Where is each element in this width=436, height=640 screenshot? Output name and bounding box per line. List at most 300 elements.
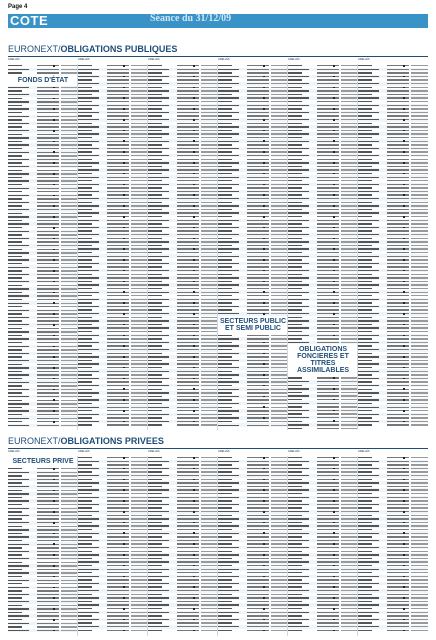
- row-value-mark: [411, 309, 428, 310]
- row-code-mark: [387, 497, 409, 498]
- row-code-mark: [37, 623, 59, 624]
- row-code-mark: [317, 101, 339, 102]
- row-code-mark: [107, 507, 129, 508]
- row-value-mark: [201, 367, 218, 368]
- row-label-mark: [78, 313, 99, 314]
- row-code-mark: [37, 626, 59, 627]
- row-label-mark: [78, 475, 99, 476]
- row-value-mark: [411, 141, 428, 142]
- row-code-mark: [387, 464, 409, 465]
- row-label-mark: [148, 137, 162, 138]
- row-code-mark: [37, 238, 59, 239]
- row-code-mark: [177, 137, 199, 138]
- row-marker: [263, 119, 265, 121]
- row-code-mark: [177, 464, 199, 465]
- row-value-mark: [271, 374, 288, 375]
- row-code-mark: [177, 471, 199, 472]
- row-code-mark: [107, 90, 129, 91]
- row-label-mark: [8, 209, 29, 210]
- row-value-mark: [411, 317, 428, 318]
- row-value-mark: [341, 457, 358, 458]
- row-label-mark: [78, 137, 92, 138]
- row-code-mark: [37, 518, 59, 519]
- row-code-mark: [107, 461, 129, 462]
- row-label-mark: [148, 500, 162, 501]
- row-value-mark: [411, 424, 428, 425]
- row-label-mark: [148, 511, 169, 512]
- row-value-mark: [131, 256, 148, 257]
- row-label-mark: [218, 223, 232, 224]
- row-label-mark: [288, 151, 302, 152]
- row-label-mark: [288, 579, 302, 580]
- row-label-mark: [78, 622, 92, 623]
- row-value-mark: [201, 471, 218, 472]
- row-value-mark: [61, 188, 78, 189]
- row-label-mark: [218, 356, 232, 357]
- row-code-mark: [107, 238, 129, 239]
- row-label-mark: [78, 112, 99, 113]
- row-code-mark: [107, 126, 129, 127]
- row-value-mark: [131, 500, 148, 501]
- row-value-mark: [201, 302, 218, 303]
- row-code-mark: [387, 270, 409, 271]
- row-value-mark: [131, 141, 148, 142]
- row-code-mark: [177, 79, 199, 80]
- row-marker: [403, 194, 405, 196]
- row-label-mark: [8, 134, 22, 135]
- row-label-mark: [358, 256, 379, 257]
- row-value-mark: [61, 299, 78, 300]
- row-label-mark: [78, 144, 92, 145]
- row-code-mark: [107, 547, 129, 548]
- row-label-mark: [288, 583, 309, 584]
- row-marker: [53, 587, 55, 589]
- row-value-mark: [61, 170, 78, 171]
- row-label-mark: [78, 630, 92, 631]
- row-label-mark: [288, 615, 302, 616]
- row-label-mark: [358, 151, 372, 152]
- row-label-mark: [218, 212, 239, 213]
- row-label-mark: [288, 395, 309, 396]
- row-value-mark: [201, 162, 218, 163]
- row-marker: [403, 87, 405, 89]
- row-code-mark: [107, 72, 129, 73]
- row-value-mark: [411, 295, 428, 296]
- row-code-mark: [107, 133, 129, 134]
- row-value-mark: [61, 101, 78, 102]
- row-value-mark: [341, 597, 358, 598]
- row-label-mark: [148, 144, 162, 145]
- row-value-mark: [61, 590, 78, 591]
- row-label-mark: [358, 223, 372, 224]
- row-label-mark: [218, 385, 232, 386]
- row-label-mark: [8, 184, 22, 185]
- row-label-mark: [148, 338, 162, 339]
- row-value-mark: [411, 486, 428, 487]
- row-code-mark: [177, 479, 199, 480]
- row-label-mark: [8, 90, 22, 91]
- row-value-mark: [411, 349, 428, 350]
- row-code-mark: [387, 626, 409, 627]
- row-value-mark: [201, 626, 218, 627]
- row-value-mark: [131, 608, 148, 609]
- row-value-mark: [61, 389, 78, 390]
- row-label-mark: [148, 468, 169, 469]
- row-code-mark: [387, 551, 409, 552]
- row-value-mark: [201, 536, 218, 537]
- row-code-mark: [317, 166, 339, 167]
- row-marker: [53, 302, 55, 304]
- row-label-mark: [288, 572, 302, 573]
- row-label-mark: [218, 371, 232, 372]
- row-code-mark: [387, 123, 409, 124]
- row-value-mark: [131, 184, 148, 185]
- row-value-mark: [61, 576, 78, 577]
- row-code-mark: [107, 511, 129, 512]
- row-code-mark: [37, 285, 59, 286]
- row-value-mark: [61, 177, 78, 178]
- row-marker: [193, 227, 195, 229]
- row-code-mark: [37, 515, 59, 516]
- row-label-mark: [358, 227, 379, 228]
- row-value-mark: [131, 284, 148, 285]
- row-label-mark: [148, 148, 169, 149]
- row-code-mark: [247, 223, 269, 224]
- row-label-mark: [288, 220, 309, 221]
- row-marker: [263, 65, 265, 67]
- row-value-mark: [271, 115, 288, 116]
- row-marker: [263, 151, 265, 153]
- row-value-mark: [271, 622, 288, 623]
- row-value-mark: [271, 270, 288, 271]
- row-label-mark: [218, 363, 232, 364]
- row-code-mark: [317, 187, 339, 188]
- row-label-mark: [78, 507, 92, 508]
- row-value-mark: [271, 399, 288, 400]
- row-code-mark: [317, 284, 339, 285]
- row-label-mark: [358, 392, 379, 393]
- row-code-mark: [247, 572, 269, 573]
- row-code-mark: [317, 500, 339, 501]
- row-value-mark: [61, 414, 78, 415]
- row-code-mark: [247, 198, 269, 199]
- row-value-mark: [61, 144, 78, 145]
- row-code-mark: [387, 407, 409, 408]
- row-value-mark: [271, 309, 288, 310]
- row-label-mark: [358, 381, 372, 382]
- row-label-mark: [358, 266, 372, 267]
- row-code-mark: [177, 97, 199, 98]
- row-code-mark: [107, 601, 129, 602]
- row-label-mark: [218, 529, 232, 530]
- row-code-mark: [247, 374, 269, 375]
- row-code-mark: [107, 407, 129, 408]
- row-label-mark: [8, 123, 29, 124]
- row-code-mark: [37, 425, 59, 426]
- row-code-mark: [317, 112, 339, 113]
- row-value-mark: [61, 594, 78, 595]
- row-label-mark: [218, 252, 232, 253]
- row-label-mark: [8, 522, 29, 523]
- row-code-mark: [247, 144, 269, 145]
- row-label-mark: [78, 615, 92, 616]
- row-marker: [333, 468, 335, 470]
- row-value-mark: [341, 162, 358, 163]
- row-marker: [403, 421, 405, 423]
- row-code-mark: [387, 604, 409, 605]
- row-label-mark: [78, 464, 92, 465]
- row-code-mark: [387, 148, 409, 149]
- row-code-mark: [177, 205, 199, 206]
- row-label-mark: [218, 123, 232, 124]
- row-label-mark: [8, 515, 29, 516]
- row-label-mark: [78, 277, 99, 278]
- row-code-mark: [37, 356, 59, 357]
- listing-column: [78, 64, 148, 430]
- row-value-mark: [131, 558, 148, 559]
- row-label-mark: [288, 69, 309, 70]
- row-value-mark: [411, 277, 428, 278]
- row-code-mark: [37, 98, 59, 99]
- row-label-mark: [218, 558, 232, 559]
- row-label-mark: [358, 277, 379, 278]
- row-code-mark: [37, 562, 59, 563]
- row-label-mark: [78, 399, 99, 400]
- row-label-mark: [218, 360, 239, 361]
- row-code-mark: [177, 489, 199, 490]
- row-marker: [123, 259, 125, 261]
- row-label-mark: [218, 522, 232, 523]
- row-code-mark: [37, 389, 59, 390]
- row-code-mark: [107, 241, 129, 242]
- row-code-mark: [317, 597, 339, 598]
- row-value-mark: [271, 335, 288, 336]
- row-code-mark: [107, 482, 129, 483]
- row-value-mark: [271, 288, 288, 289]
- row-label-mark: [148, 115, 162, 116]
- row-label-mark: [148, 277, 169, 278]
- row-marker: [123, 543, 125, 545]
- row-value-mark: [61, 378, 78, 379]
- row-marker: [403, 543, 405, 545]
- row-label-mark: [148, 83, 169, 84]
- row-marker: [403, 76, 405, 78]
- row-label-mark: [78, 424, 92, 425]
- row-label-mark: [148, 457, 162, 458]
- row-code-mark: [247, 381, 269, 382]
- row-marker: [263, 130, 265, 132]
- row-code-mark: [387, 349, 409, 350]
- row-value-mark: [61, 274, 78, 275]
- row-value-mark: [201, 345, 218, 346]
- row-code-mark: [387, 374, 409, 375]
- row-code-mark: [387, 331, 409, 332]
- row-value-mark: [61, 619, 78, 620]
- row-label-mark: [358, 230, 372, 231]
- row-label-mark: [358, 353, 372, 354]
- row-code-mark: [317, 331, 339, 332]
- row-value-mark: [271, 482, 288, 483]
- row-code-mark: [177, 424, 199, 425]
- row-value-mark: [271, 123, 288, 124]
- row-code-mark: [317, 403, 339, 404]
- row-code-mark: [387, 238, 409, 239]
- row-code-mark: [247, 392, 269, 393]
- row-value-mark: [131, 302, 148, 303]
- row-value-mark: [411, 525, 428, 526]
- row-value-mark: [131, 198, 148, 199]
- row-value-mark: [271, 245, 288, 246]
- row-label-mark: [78, 547, 99, 548]
- row-code-mark: [247, 479, 269, 480]
- row-code-mark: [177, 263, 199, 264]
- row-value-mark: [341, 227, 358, 228]
- row-value-mark: [411, 148, 428, 149]
- row-marker: [53, 227, 55, 229]
- row-label-mark: [78, 126, 99, 127]
- row-marker: [333, 302, 335, 304]
- row-value-mark: [61, 565, 78, 566]
- listing-column: [8, 456, 78, 636]
- row-code-mark: [177, 511, 199, 512]
- row-value-mark: [131, 586, 148, 587]
- row-code-mark: [177, 547, 199, 548]
- row-label-mark: [358, 615, 372, 616]
- row-value-mark: [61, 108, 78, 109]
- row-code-mark: [387, 572, 409, 573]
- row-value-mark: [271, 83, 288, 84]
- row-code-mark: [177, 529, 199, 530]
- row-value-mark: [341, 612, 358, 613]
- row-label-mark: [8, 324, 29, 325]
- row-code-mark: [387, 586, 409, 587]
- row-code-mark: [37, 184, 59, 185]
- row-code-mark: [37, 134, 59, 135]
- row-code-mark: [317, 338, 339, 339]
- row-code-mark: [107, 184, 129, 185]
- row-label-mark: [8, 623, 29, 624]
- row-label-mark: [78, 378, 99, 379]
- row-label-mark: [218, 227, 239, 228]
- row-value-mark: [411, 461, 428, 462]
- row-label-mark: [288, 536, 302, 537]
- row-label-mark: [8, 241, 22, 242]
- row-label-mark: [288, 388, 309, 389]
- row-code-mark: [107, 220, 129, 221]
- column-header-label: LIBELLÉS: [288, 450, 300, 453]
- row-code-mark: [317, 558, 339, 559]
- row-label-mark: [288, 551, 302, 552]
- row-value-mark: [131, 493, 148, 494]
- row-label-mark: [358, 626, 379, 627]
- row-label-mark: [78, 245, 92, 246]
- row-marker: [53, 378, 55, 380]
- row-label-mark: [358, 97, 379, 98]
- row-value-mark: [271, 569, 288, 570]
- row-label-mark: [358, 363, 379, 364]
- row-code-mark: [107, 345, 129, 346]
- row-label-mark: [358, 507, 372, 508]
- row-value-mark: [61, 306, 78, 307]
- row-code-mark: [107, 486, 129, 487]
- row-value-mark: [271, 169, 288, 170]
- row-value-mark: [411, 493, 428, 494]
- row-value-mark: [271, 547, 288, 548]
- row-code-mark: [247, 518, 269, 519]
- row-label-mark: [288, 212, 309, 213]
- row-code-mark: [177, 270, 199, 271]
- row-code-mark: [247, 342, 269, 343]
- row-code-mark: [107, 313, 129, 314]
- column-header-label: LIBELLÉS: [8, 450, 20, 453]
- row-value-mark: [201, 500, 218, 501]
- row-code-mark: [387, 360, 409, 361]
- row-code-mark: [37, 572, 59, 573]
- row-label-mark: [148, 561, 169, 562]
- listing-row: [148, 629, 218, 633]
- row-value-mark: [131, 76, 148, 77]
- row-value-mark: [61, 191, 78, 192]
- row-label-mark: [288, 177, 309, 178]
- row-value-mark: [411, 579, 428, 580]
- row-label-mark: [8, 331, 29, 332]
- row-marker: [123, 216, 125, 218]
- row-code-mark: [387, 94, 409, 95]
- row-value-mark: [411, 205, 428, 206]
- row-code-mark: [37, 403, 59, 404]
- row-value-mark: [201, 87, 218, 88]
- row-value-mark: [131, 479, 148, 480]
- row-code-mark: [177, 576, 199, 577]
- row-code-mark: [387, 299, 409, 300]
- row-code-mark: [37, 288, 59, 289]
- row-code-mark: [107, 263, 129, 264]
- row-value-mark: [131, 421, 148, 422]
- row-value-mark: [411, 626, 428, 627]
- row-code-mark: [387, 569, 409, 570]
- row-code-mark: [317, 151, 339, 152]
- row-code-mark: [37, 551, 59, 552]
- row-value-mark: [131, 543, 148, 544]
- row-value-mark: [61, 263, 78, 264]
- row-code-mark: [37, 414, 59, 415]
- row-code-mark: [387, 173, 409, 174]
- row-value-mark: [271, 504, 288, 505]
- row-marker: [333, 630, 335, 632]
- row-value-mark: [201, 166, 218, 167]
- row-code-mark: [387, 220, 409, 221]
- row-code-mark: [177, 313, 199, 314]
- row-value-mark: [411, 324, 428, 325]
- row-value-mark: [131, 475, 148, 476]
- row-code-mark: [317, 457, 339, 458]
- row-value-mark: [61, 490, 78, 491]
- row-label-mark: [358, 252, 372, 253]
- row-value-mark: [61, 335, 78, 336]
- row-label-mark: [78, 482, 99, 483]
- row-marker: [123, 270, 125, 272]
- row-code-mark: [247, 241, 269, 242]
- row-marker: [333, 291, 335, 293]
- row-label-mark: [78, 159, 92, 160]
- row-value-mark: [271, 151, 288, 152]
- row-label-mark: [148, 630, 162, 631]
- row-code-mark: [37, 547, 59, 548]
- row-value-mark: [61, 285, 78, 286]
- row-code-mark: [177, 166, 199, 167]
- row-code-mark: [387, 151, 409, 152]
- row-label-mark: [8, 576, 22, 577]
